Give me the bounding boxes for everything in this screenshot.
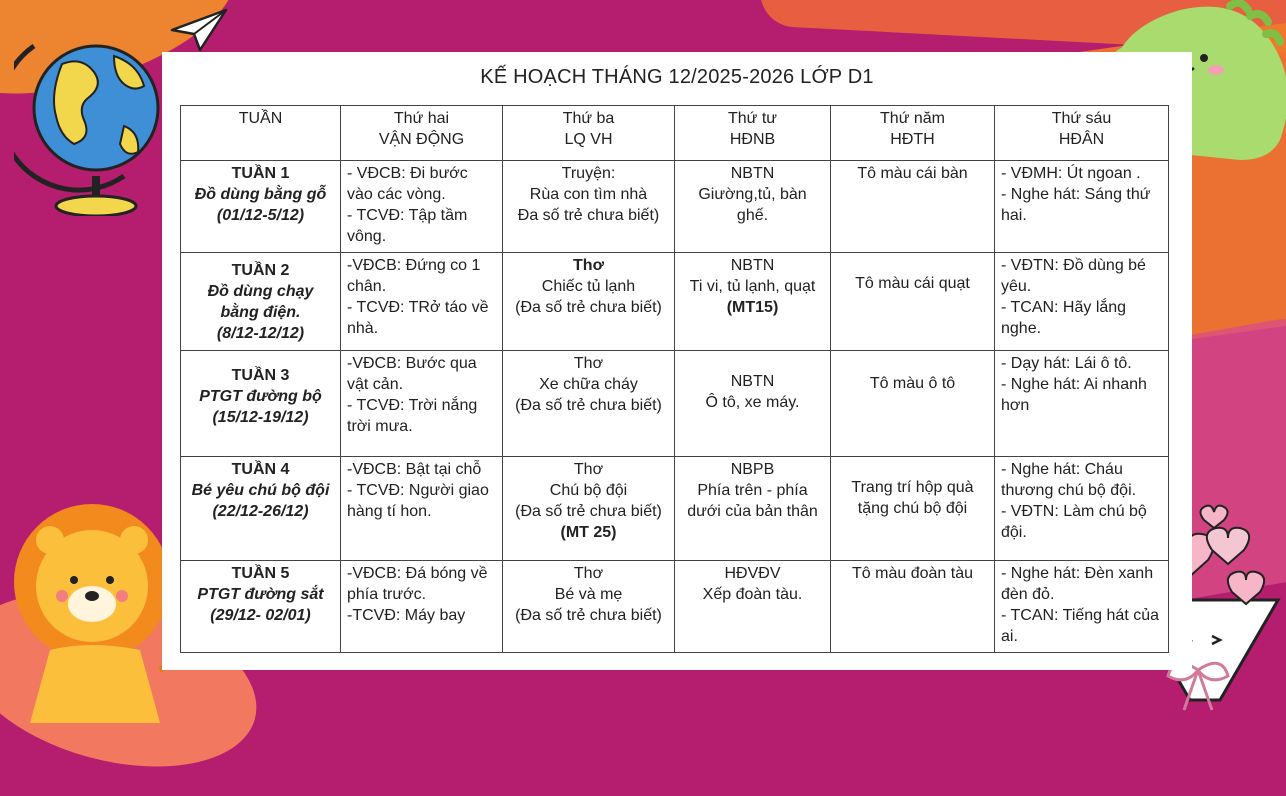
friday-cell: - Nghe hát: Cháu thương chú bộ đội. - VĐTN: Làm chú bộ đội. xyxy=(995,457,1169,561)
friday-cell: - Nghe hát: Đèn xanh đèn đỏ. - TCAN: Tiếng hát của ai. xyxy=(995,561,1169,653)
monday-cell: -VĐCB: Đá bóng về phía trước. -TCVĐ: Máy bay xyxy=(341,561,503,653)
thursday-cell: Tô màu ô tô xyxy=(831,351,995,457)
week-cell: TUẦN 3 PTGT đường bộ (15/12-19/12) xyxy=(181,351,341,457)
friday-cell: - VĐTN: Đồ dùng bé yêu. - TCAN: Hãy lắng nghe. xyxy=(995,253,1169,351)
table-row xyxy=(181,351,1169,457)
tuesday-cell: Thơ Xe chữa cháy (Đa số trẻ chưa biết) xyxy=(503,351,675,457)
table-row xyxy=(181,253,1169,351)
week-cell: TUẦN 4 Bé yêu chú bộ đội (22/12-26/12) xyxy=(181,457,341,561)
column-header-friday: Thứ sáu HĐÂN xyxy=(995,106,1169,161)
tuesday-cell: Thơ Chiếc tủ lạnh (Đa số trẻ chưa biết) xyxy=(503,253,675,351)
monday-cell: - VĐCB: Đi bước vào các vòng. - TCVĐ: Tập tầm vông. xyxy=(341,161,503,253)
column-header-wednesday: Thứ tư HĐNB xyxy=(675,106,831,161)
column-header-week: TUẦN xyxy=(181,106,341,161)
thursday-cell: Tô màu cái quạt xyxy=(831,253,995,351)
weekly-plan-table xyxy=(180,105,1169,653)
header-row xyxy=(181,106,1169,161)
column-header-tuesday: Thứ ba LQ VH xyxy=(503,106,675,161)
tuesday-cell: Truyện: Rùa con tìm nhà Đa số trẻ chưa biết) xyxy=(503,161,675,253)
thursday-cell: Tô màu cái bàn xyxy=(831,161,995,253)
week-cell: TUẦN 2 Đồ dùng chạy bằng điện. (8/12-12/12) xyxy=(181,253,341,351)
wednesday-cell: NBTN Ô tô, xe máy. xyxy=(675,351,831,457)
table-row xyxy=(181,161,1169,253)
tuesday-cell: Thơ Chú bộ đội (Đa số trẻ chưa biết) (MT 25) xyxy=(503,457,675,561)
monday-cell: -VĐCB: Bật tại chỗ - TCVĐ: Người giao hàng tí hon. xyxy=(341,457,503,561)
friday-cell: - VĐMH: Út ngoan . - Nghe hát: Sáng thứ hai. xyxy=(995,161,1169,253)
column-header-thursday: Thứ năm HĐTH xyxy=(831,106,995,161)
paper-plane-icon xyxy=(170,8,228,52)
wednesday-cell: HĐVĐV Xếp đoàn tàu. xyxy=(675,561,831,653)
week-cell: TUẦN 1 Đồ dùng bằng gỗ (01/12-5/12) xyxy=(181,161,341,253)
thursday-cell: Trang trí hộp quà tặng chú bộ đội xyxy=(831,457,995,561)
column-header-monday: Thứ hai VẬN ĐỘNG xyxy=(341,106,503,161)
table-row xyxy=(181,561,1169,653)
globe-icon xyxy=(14,16,164,216)
tuesday-cell: Thơ Bé và mẹ (Đa số trẻ chưa biết) xyxy=(503,561,675,653)
wednesday-cell: NBTN Ti vi, tủ lạnh, quạt (MT15) xyxy=(675,253,831,351)
monday-cell: -VĐCB: Đứng co 1 chân. - TCVĐ: TRở táo về nhà. xyxy=(341,253,503,351)
table-row xyxy=(181,457,1169,561)
week-cell: TUẦN 5 PTGT đường sắt (29/12- 02/01) xyxy=(181,561,341,653)
friday-cell: - Dạy hát: Lái ô tô. - Nghe hát: Ai nhanh hơn xyxy=(995,351,1169,457)
page-title: KẾ HOẠCH THÁNG 12/2025-2026 LỚP D1 xyxy=(480,66,874,88)
monday-cell: -VĐCB: Bước qua vật cản. - TCVĐ: Trời nắng trời mưa. xyxy=(341,351,503,457)
thursday-cell: Tô màu đoàn tàu xyxy=(831,561,995,653)
wednesday-cell: NBTN Giường,tủ, bàn ghế. xyxy=(675,161,831,253)
plan-sheet xyxy=(162,52,1192,670)
wednesday-cell: NBPB Phía trên - phía dưới của bản thân xyxy=(675,457,831,561)
